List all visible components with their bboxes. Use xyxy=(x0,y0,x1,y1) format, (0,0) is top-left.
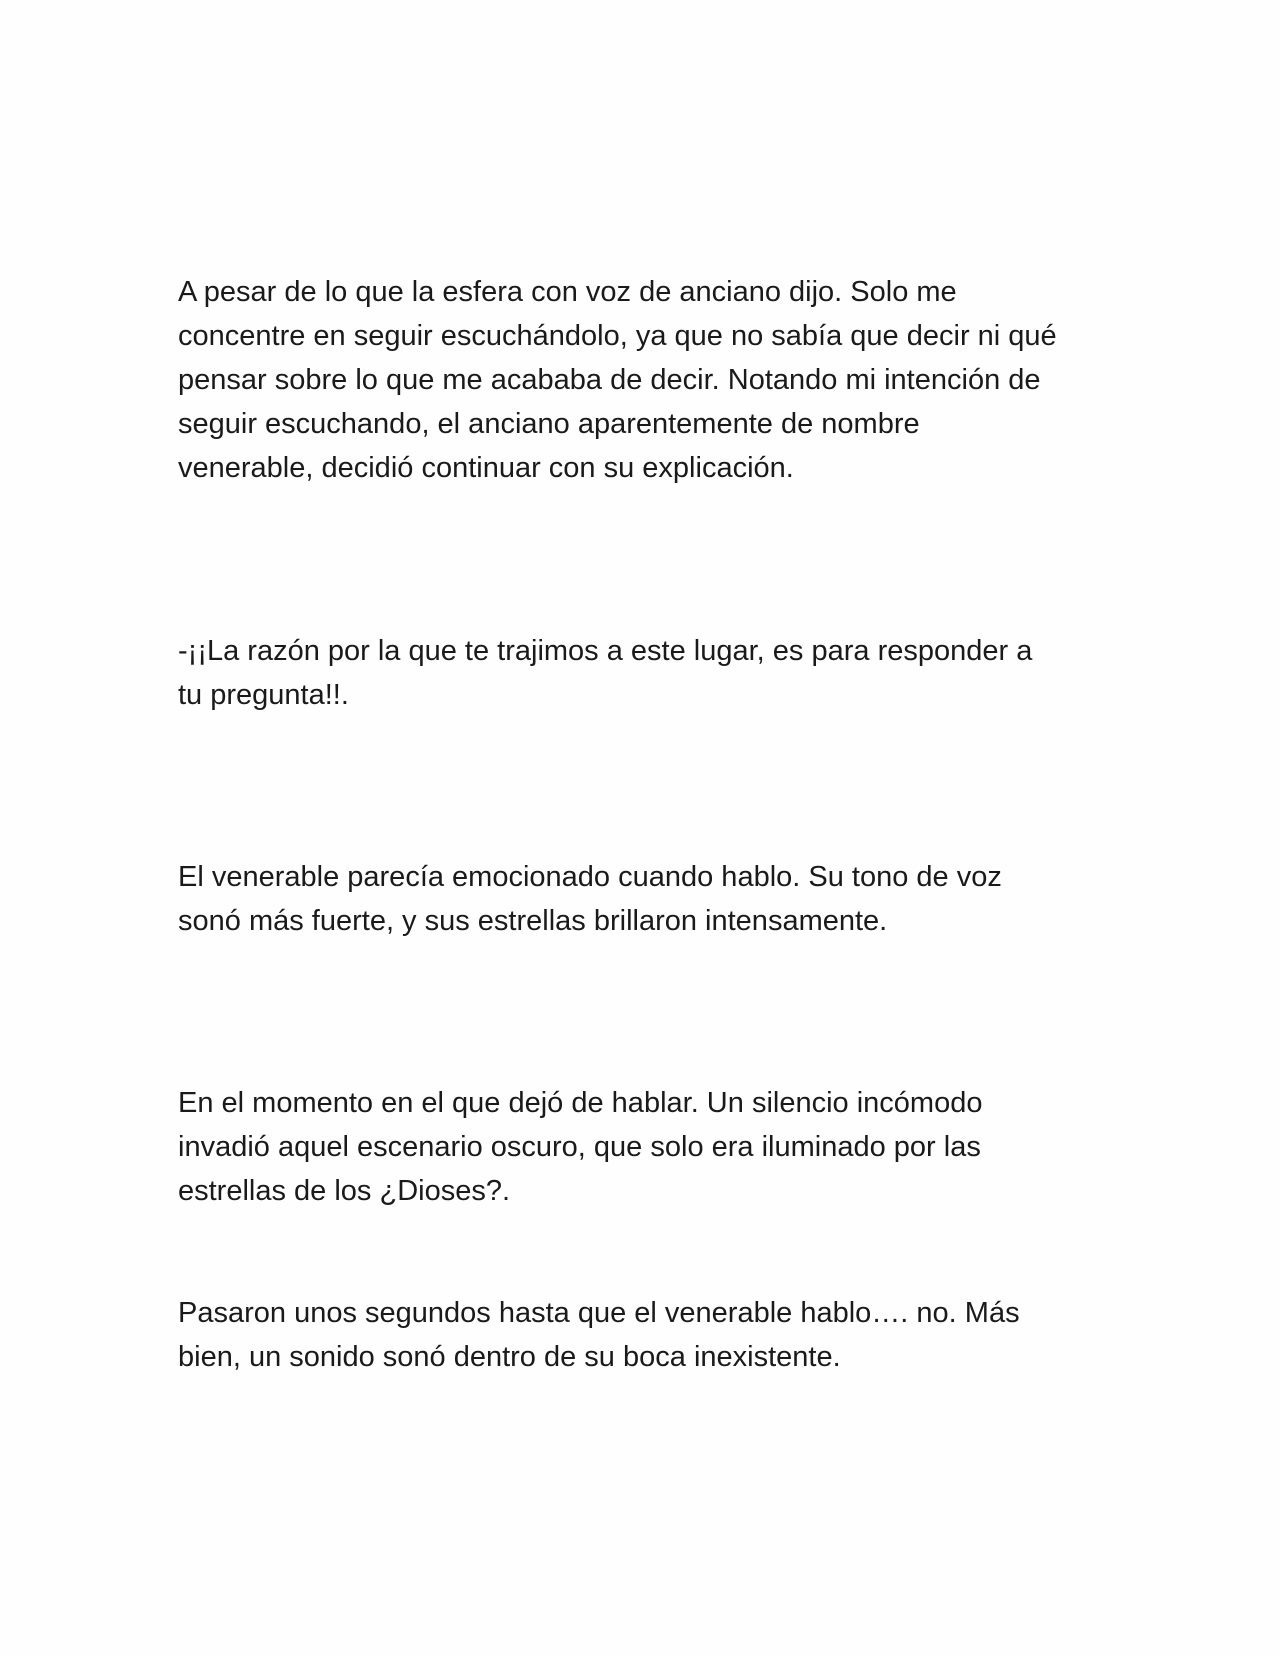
paragraph-venerable-emotion: El venerable parecía emocionado cuando hablo. Su tono de voz sonó más fuerte, y sus estrellas brillaron intensamente. xyxy=(178,861,1002,937)
paragraph-silence: En el momento en el que dejó de hablar. Un silencio incómodo invadió aquel escenario oscuro, que solo era iluminado por las estrellas de los ¿Dioses?. xyxy=(178,1087,983,1207)
paragraph-intro: A pesar de lo que la esfera con voz de anciano dijo. Solo me concentre en seguir escuchándolo, ya que no sabía que decir ni qué pensar sobre lo que me acababa de decir. Notando mi intención de seguir escuchando, el anciano aparentemente de nombre venerable, decidió continuar con su explicación. xyxy=(178,276,1057,484)
paragraph-sound: Pasaron unos segundos hasta que el venerable hablo…. no. Más bien, un sonido sonó dentro de su boca inexistente. xyxy=(178,1297,1020,1373)
paragraph-dialogue: -¡¡La razón por la que te trajimos a este lugar, es para responder a tu pregunta!!. xyxy=(178,635,1033,711)
